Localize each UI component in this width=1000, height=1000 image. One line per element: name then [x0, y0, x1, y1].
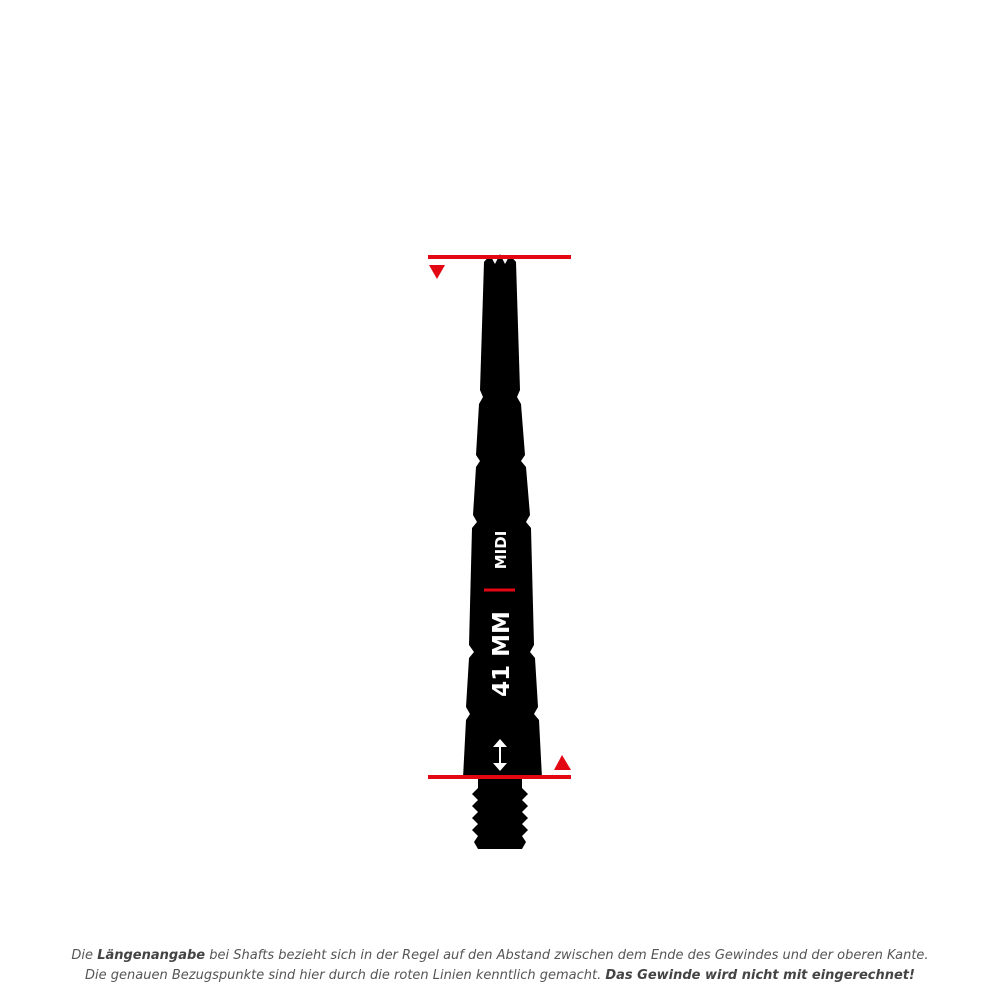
- caption-line1-bold: Längenangabe: [97, 948, 206, 963]
- dart-shaft: [463, 254, 542, 849]
- bottom-marker-triangle-icon: [554, 755, 571, 770]
- caption-line-2: [0, 966, 1000, 986]
- top-marker-triangle-icon: [429, 265, 445, 279]
- caption-line1-prefix: Die: [71, 948, 98, 963]
- shaft-body: [463, 254, 542, 778]
- shaft-thread: [472, 778, 528, 849]
- shaft-length-label: 41 MM: [489, 611, 515, 697]
- caption-line2-bold: Das Gewinde wird nicht mit eingerechnet!: [605, 968, 915, 983]
- caption: [0, 946, 1000, 986]
- shaft-size-label: MIDI: [492, 530, 510, 570]
- caption-line1-suffix: bei Shafts bezieht sich in der Regel auf den Abstand zwischen dem Ende des Gewindes und der oberen Kante.: [205, 948, 929, 963]
- caption-line2-text: Die genauen Bezugspunkte sind hier durch die roten Linien kenntlich gemacht.: [85, 968, 606, 983]
- caption-line-1: [0, 946, 1000, 966]
